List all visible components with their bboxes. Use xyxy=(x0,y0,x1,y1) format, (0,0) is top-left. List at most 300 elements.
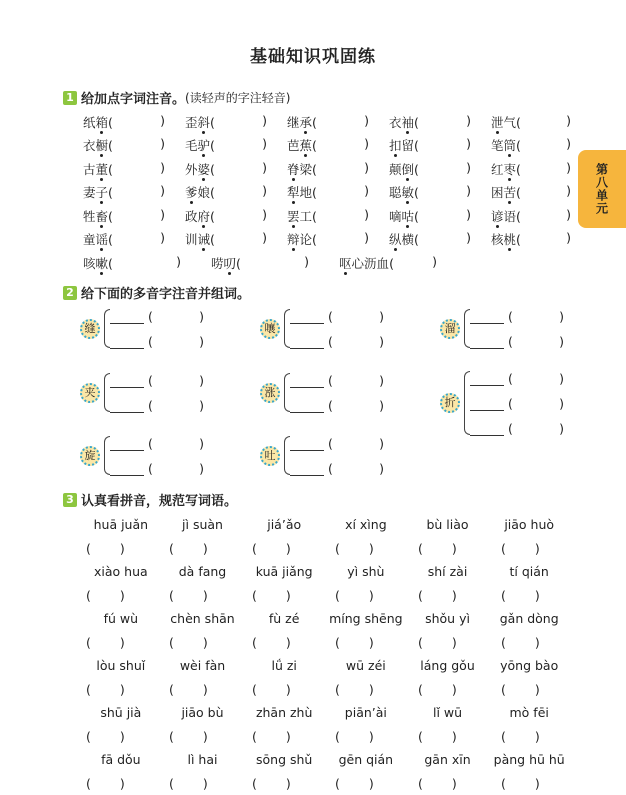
brace xyxy=(284,309,290,348)
answer-blank[interactable] xyxy=(163,776,246,791)
answer-blank[interactable] xyxy=(80,541,163,556)
polyphone-char: 溜 xyxy=(440,319,460,339)
pinyin-prompt: wèi fàn xyxy=(179,658,226,673)
word-blank[interactable] xyxy=(110,475,144,476)
answer-paren[interactable]: ) xyxy=(368,587,374,603)
answer-paren[interactable]: ( xyxy=(418,728,423,744)
answer-blank[interactable] xyxy=(163,729,246,744)
answer-paren[interactable]: ( xyxy=(418,775,423,791)
answer-paren[interactable]: ) xyxy=(432,253,437,269)
pinyin-prompt: wū zéi xyxy=(345,658,386,673)
answer-paren[interactable]: ( xyxy=(335,728,340,744)
answer-blank[interactable] xyxy=(412,682,495,697)
answer-paren[interactable]: ( xyxy=(86,540,91,556)
answer-paren[interactable]: ) xyxy=(119,775,125,791)
answer-blank[interactable] xyxy=(80,729,163,744)
answer-paren[interactable]: ) xyxy=(466,112,471,128)
answer-paren[interactable]: ) xyxy=(451,681,457,697)
pinyin-prompt: kuā jiǎng xyxy=(255,564,313,579)
answer-paren[interactable]: ( xyxy=(210,208,215,224)
pinyin-prompt: chèn shān xyxy=(170,611,235,626)
pinyin-prompt: jì suàn xyxy=(182,517,223,532)
pinyin-blank[interactable] xyxy=(328,398,384,413)
pinyin-blank[interactable] xyxy=(328,436,384,451)
answer-paren[interactable]: ( xyxy=(252,681,257,697)
word-blank[interactable] xyxy=(110,348,144,349)
answer-paren[interactable]: ) xyxy=(368,775,374,791)
answer-paren[interactable]: ( xyxy=(414,114,419,130)
polyphone-char: 旋 xyxy=(80,446,100,466)
answer-paren[interactable]: ) xyxy=(534,681,540,697)
answer-blank[interactable] xyxy=(495,729,578,744)
answer-paren[interactable]: ) xyxy=(559,371,564,386)
answer-blank[interactable] xyxy=(329,588,412,603)
answer-paren[interactable]: ) xyxy=(451,728,457,744)
answer-paren[interactable]: ( xyxy=(501,775,506,791)
answer-paren[interactable]: ) xyxy=(566,206,571,222)
answer-paren[interactable]: ) xyxy=(466,159,471,175)
answer-blank[interactable] xyxy=(80,635,163,650)
answer-paren[interactable]: ) xyxy=(466,183,471,199)
answer-paren[interactable]: ( xyxy=(328,309,333,324)
answer-paren[interactable]: ( xyxy=(501,634,506,650)
answer-paren[interactable]: ) xyxy=(534,634,540,650)
pinyin-blank[interactable] xyxy=(328,461,384,476)
answer-paren[interactable]: ( xyxy=(169,728,174,744)
answer-paren[interactable]: ) xyxy=(368,634,374,650)
answer-paren[interactable]: ) xyxy=(160,159,165,175)
answer-blank[interactable] xyxy=(163,588,246,603)
answer-paren[interactable]: ( xyxy=(414,232,419,248)
answer-paren[interactable]: ) xyxy=(160,206,165,222)
pinyin-prompt: jiāo huò xyxy=(504,517,555,532)
answer-paren[interactable]: ) xyxy=(160,136,165,152)
pinyin-blank[interactable] xyxy=(508,371,564,386)
pinyin-item xyxy=(389,113,491,131)
answer-paren[interactable]: ) xyxy=(379,461,384,476)
dotted-word: 爹娘 xyxy=(185,185,211,201)
answer-paren[interactable]: ( xyxy=(148,398,153,413)
answer-paren[interactable]: ) xyxy=(451,775,457,791)
word-blank[interactable] xyxy=(110,323,144,324)
answer-paren[interactable]: ) xyxy=(119,634,125,650)
answer-blank[interactable] xyxy=(246,729,329,744)
section3-heading: 3 认真看拼音，规范写词语。 xyxy=(63,490,237,509)
answer-paren[interactable]: ( xyxy=(418,540,423,556)
answer-paren[interactable]: ( xyxy=(389,255,394,271)
brace xyxy=(284,373,290,412)
polyphone-char: 涨 xyxy=(260,383,280,403)
answer-paren[interactable]: ) xyxy=(176,253,181,269)
answer-paren[interactable]: ( xyxy=(210,138,215,154)
answer-paren[interactable]: ( xyxy=(414,161,419,177)
answer-paren[interactable]: ) xyxy=(451,634,457,650)
answer-blank[interactable] xyxy=(495,635,578,650)
pinyin-blank[interactable] xyxy=(148,334,204,349)
pinyin-item xyxy=(287,136,389,154)
answer-paren[interactable]: ( xyxy=(148,461,153,476)
answer-paren[interactable]: ( xyxy=(414,208,419,224)
pinyin-blank[interactable] xyxy=(148,398,204,413)
answer-paren[interactable]: ) xyxy=(119,728,125,744)
section1-heading: 1 给加点字词注音。 (读轻声的字注轻音) xyxy=(63,88,290,107)
page-title: 基础知识巩固练 xyxy=(250,47,376,67)
answer-paren[interactable]: ( xyxy=(86,775,91,791)
answer-paren[interactable]: ) xyxy=(199,398,204,413)
answer-paren[interactable]: ( xyxy=(252,775,257,791)
word-blank[interactable] xyxy=(290,412,324,413)
answer-paren[interactable]: ) xyxy=(566,112,571,128)
answer-blank[interactable] xyxy=(329,635,412,650)
answer-paren[interactable]: ( xyxy=(501,587,506,603)
dotted-word: 困苦 xyxy=(491,185,517,201)
answer-paren[interactable]: ( xyxy=(328,461,333,476)
answer-paren[interactable]: ) xyxy=(566,183,571,199)
brace xyxy=(104,373,110,412)
pinyin-prompt: láng gǒu xyxy=(420,658,475,673)
dotted-word: 扣留 xyxy=(389,138,415,154)
pinyin-item xyxy=(339,254,467,272)
dotted-word: 外婆 xyxy=(185,161,211,177)
answer-paren[interactable]: ) xyxy=(379,436,384,451)
answer-paren[interactable]: ) xyxy=(364,159,369,175)
answer-paren[interactable]: ) xyxy=(451,587,457,603)
answer-paren[interactable]: ) xyxy=(119,540,125,556)
pinyin-item xyxy=(83,207,185,225)
answer-paren[interactable]: ) xyxy=(566,159,571,175)
pinyin-prompt: lǘ zi xyxy=(271,658,297,673)
answer-blank[interactable] xyxy=(412,776,495,791)
answer-paren[interactable]: ) xyxy=(202,587,208,603)
pinyin-item xyxy=(211,254,339,272)
answer-blank[interactable] xyxy=(246,776,329,791)
pinyin-blank[interactable] xyxy=(508,396,564,411)
answer-paren[interactable]: ) xyxy=(199,309,204,324)
dotted-word: 牲畜 xyxy=(83,208,109,224)
pinyin-prompt: shǒu yì xyxy=(425,611,470,626)
answer-paren[interactable]: ( xyxy=(108,161,113,177)
answer-blank[interactable] xyxy=(495,541,578,556)
answer-paren[interactable]: ( xyxy=(148,309,153,324)
answer-blank[interactable] xyxy=(246,682,329,697)
answer-paren[interactable]: ) xyxy=(364,136,369,152)
polyphone-char: 吐 xyxy=(260,446,280,466)
answer-paren[interactable]: ( xyxy=(335,634,340,650)
answer-paren[interactable]: ( xyxy=(210,185,215,201)
pinyin-item xyxy=(389,183,491,201)
pinyin-blank[interactable] xyxy=(148,309,204,324)
word-blank[interactable] xyxy=(110,412,144,413)
answer-paren[interactable]: ) xyxy=(566,136,571,152)
pinyin-blank[interactable] xyxy=(508,334,564,349)
answer-paren[interactable]: ( xyxy=(418,681,423,697)
answer-blank[interactable] xyxy=(495,776,578,791)
pinyin-item xyxy=(491,183,571,201)
answer-paren[interactable]: ( xyxy=(312,161,317,177)
answer-paren[interactable]: ( xyxy=(312,185,317,201)
answer-paren[interactable]: ) xyxy=(368,681,374,697)
answer-paren[interactable]: ) xyxy=(199,461,204,476)
pinyin-blank[interactable] xyxy=(328,309,384,324)
dotted-word: 笔筒 xyxy=(491,138,517,154)
answer-blank[interactable] xyxy=(246,541,329,556)
answer-paren[interactable]: ( xyxy=(508,421,513,436)
answer-blank[interactable] xyxy=(412,635,495,650)
answer-paren[interactable]: ) xyxy=(379,373,384,388)
answer-blank[interactable] xyxy=(163,682,246,697)
answer-paren[interactable]: ( xyxy=(210,161,215,177)
answer-paren[interactable]: ) xyxy=(534,775,540,791)
answer-blank[interactable] xyxy=(246,635,329,650)
pinyin-blank[interactable] xyxy=(508,309,564,324)
dotted-word: 政府 xyxy=(185,208,211,224)
dotted-word: 颠倒 xyxy=(389,161,415,177)
pinyin-prompt: yōng bào xyxy=(500,658,559,673)
answer-paren[interactable]: ) xyxy=(566,230,571,246)
word-blank[interactable] xyxy=(110,450,144,451)
answer-paren[interactable]: ( xyxy=(508,371,513,386)
answer-paren[interactable]: ) xyxy=(262,159,267,175)
answer-blank[interactable] xyxy=(329,541,412,556)
answer-paren[interactable]: ) xyxy=(466,206,471,222)
answer-paren[interactable]: ) xyxy=(534,728,540,744)
answer-paren[interactable]: ( xyxy=(236,255,241,271)
answer-blank[interactable] xyxy=(412,541,495,556)
answer-paren[interactable]: ( xyxy=(335,540,340,556)
answer-paren[interactable]: ) xyxy=(559,421,564,436)
word-blank[interactable] xyxy=(290,348,324,349)
answer-paren[interactable]: ) xyxy=(199,373,204,388)
answer-blank[interactable] xyxy=(412,588,495,603)
answer-blank[interactable] xyxy=(163,541,246,556)
answer-paren[interactable]: ) xyxy=(304,253,309,269)
answer-paren[interactable]: ( xyxy=(108,185,113,201)
answer-blank[interactable] xyxy=(329,682,412,697)
answer-paren[interactable]: ( xyxy=(312,232,317,248)
answer-blank[interactable] xyxy=(412,729,495,744)
pinyin-prompt: xí xìng xyxy=(345,517,387,532)
answer-paren[interactable]: ) xyxy=(202,775,208,791)
word-blank[interactable] xyxy=(470,323,504,324)
answer-paren[interactable]: ) xyxy=(466,136,471,152)
answer-paren[interactable]: ) xyxy=(285,587,291,603)
answer-paren[interactable]: ( xyxy=(148,436,153,451)
answer-paren[interactable]: ( xyxy=(328,398,333,413)
answer-paren[interactable]: ( xyxy=(86,728,91,744)
answer-paren[interactable]: ( xyxy=(516,161,521,177)
answer-paren[interactable]: ) xyxy=(202,540,208,556)
answer-paren[interactable]: ( xyxy=(108,232,113,248)
pinyin-blank[interactable] xyxy=(148,373,204,388)
answer-paren[interactable]: ) xyxy=(262,206,267,222)
answer-paren[interactable]: ( xyxy=(516,138,521,154)
answer-paren[interactable]: ( xyxy=(169,634,174,650)
answer-paren[interactable]: ( xyxy=(328,373,333,388)
answer-paren[interactable]: ) xyxy=(368,540,374,556)
answer-paren[interactable]: ( xyxy=(169,540,174,556)
answer-blank[interactable] xyxy=(495,682,578,697)
answer-paren[interactable]: ( xyxy=(108,208,113,224)
answer-paren[interactable]: ( xyxy=(418,587,423,603)
answer-paren[interactable]: ( xyxy=(312,114,317,130)
dotted-word: 咳嗽 xyxy=(83,255,109,271)
answer-paren[interactable]: ( xyxy=(312,138,317,154)
answer-paren[interactable]: ( xyxy=(108,114,113,130)
answer-paren[interactable]: ) xyxy=(559,396,564,411)
answer-paren[interactable]: ( xyxy=(328,436,333,451)
answer-paren[interactable]: ) xyxy=(364,206,369,222)
answer-paren[interactable]: ) xyxy=(199,436,204,451)
answer-paren[interactable]: ) xyxy=(379,398,384,413)
answer-paren[interactable]: ( xyxy=(210,114,215,130)
answer-paren[interactable]: ) xyxy=(379,334,384,349)
answer-paren[interactable]: ( xyxy=(508,396,513,411)
answer-paren[interactable]: ) xyxy=(119,681,125,697)
word-blank[interactable] xyxy=(290,475,324,476)
pinyin-blank[interactable] xyxy=(148,436,204,451)
answer-paren[interactable]: ( xyxy=(252,540,257,556)
answer-paren[interactable]: ( xyxy=(210,232,215,248)
pinyin-prompt: tí qián xyxy=(509,564,549,579)
answer-paren[interactable]: ( xyxy=(501,681,506,697)
pinyin-item xyxy=(389,160,491,178)
polyphone-char: 折 xyxy=(440,393,460,413)
pinyin-item xyxy=(83,160,185,178)
answer-paren[interactable]: ) xyxy=(364,183,369,199)
word-blank[interactable] xyxy=(290,450,324,451)
answer-paren[interactable]: ( xyxy=(108,255,113,271)
answer-paren[interactable]: ( xyxy=(516,114,521,130)
word-blank[interactable] xyxy=(290,387,324,388)
pinyin-item xyxy=(185,136,287,154)
dotted-word: 衣橱 xyxy=(83,138,109,154)
answer-paren[interactable]: ( xyxy=(169,587,174,603)
answer-paren[interactable]: ( xyxy=(169,681,174,697)
answer-paren[interactable]: ) xyxy=(559,309,564,324)
answer-paren[interactable]: ( xyxy=(516,208,521,224)
answer-paren[interactable]: ( xyxy=(148,373,153,388)
answer-paren[interactable]: ( xyxy=(86,681,91,697)
answer-paren[interactable]: ( xyxy=(516,185,521,201)
answer-paren[interactable]: ) xyxy=(379,309,384,324)
pinyin-blank[interactable] xyxy=(148,461,204,476)
answer-paren[interactable]: ( xyxy=(252,587,257,603)
pinyin-blank[interactable] xyxy=(328,334,384,349)
answer-paren[interactable]: ( xyxy=(108,138,113,154)
answer-paren[interactable]: ( xyxy=(335,681,340,697)
answer-paren[interactable]: ( xyxy=(335,775,340,791)
pinyin-blank[interactable] xyxy=(508,421,564,436)
answer-paren[interactable]: ) xyxy=(262,112,267,128)
answer-paren[interactable]: ) xyxy=(160,112,165,128)
answer-paren[interactable]: ) xyxy=(534,587,540,603)
answer-blank[interactable] xyxy=(329,729,412,744)
pinyin-prompt: dà fang xyxy=(178,564,227,579)
pinyin-prompt: lì hai xyxy=(187,752,218,767)
dotted-word: 泄气 xyxy=(491,114,517,130)
answer-paren[interactable]: ( xyxy=(501,728,506,744)
answer-blank[interactable] xyxy=(329,776,412,791)
answer-paren[interactable]: ) xyxy=(119,587,125,603)
answer-paren[interactable]: ( xyxy=(169,775,174,791)
answer-paren[interactable]: ) xyxy=(364,112,369,128)
pinyin-item xyxy=(185,113,287,131)
answer-paren[interactable]: ( xyxy=(414,185,419,201)
word-blank[interactable] xyxy=(470,435,504,436)
answer-paren[interactable]: ) xyxy=(285,728,291,744)
answer-paren[interactable]: ( xyxy=(148,334,153,349)
answer-blank[interactable] xyxy=(80,682,163,697)
word-blank[interactable] xyxy=(110,387,144,388)
word-blank[interactable] xyxy=(470,385,504,386)
answer-paren[interactable]: ) xyxy=(262,230,267,246)
answer-paren[interactable]: ) xyxy=(262,183,267,199)
answer-paren[interactable]: ( xyxy=(252,634,257,650)
pinyin-blank[interactable] xyxy=(328,373,384,388)
answer-paren[interactable]: ) xyxy=(559,334,564,349)
answer-paren[interactable]: ( xyxy=(418,634,423,650)
answer-paren[interactable]: ) xyxy=(466,230,471,246)
answer-blank[interactable] xyxy=(163,635,246,650)
answer-paren[interactable]: ( xyxy=(328,334,333,349)
answer-paren[interactable]: ( xyxy=(516,232,521,248)
answer-paren[interactable]: ) xyxy=(202,634,208,650)
word-blank[interactable] xyxy=(470,410,504,411)
answer-paren[interactable]: ) xyxy=(364,230,369,246)
answer-paren[interactable]: ) xyxy=(262,136,267,152)
answer-paren[interactable]: ( xyxy=(86,634,91,650)
answer-paren[interactable]: ) xyxy=(202,728,208,744)
pinyin-prompt: lòu shuǐ xyxy=(96,658,146,673)
answer-paren[interactable]: ) xyxy=(160,230,165,246)
answer-blank[interactable] xyxy=(80,588,163,603)
answer-paren[interactable]: ( xyxy=(508,334,513,349)
pinyin-item xyxy=(287,183,389,201)
dotted-word: 古董 xyxy=(83,161,109,177)
answer-paren[interactable]: ) xyxy=(451,540,457,556)
answer-paren[interactable]: ) xyxy=(285,775,291,791)
dotted-word: 犁地 xyxy=(287,185,313,201)
word-blank[interactable] xyxy=(290,323,324,324)
answer-paren[interactable]: ) xyxy=(368,728,374,744)
answer-blank[interactable] xyxy=(246,588,329,603)
answer-paren[interactable]: ( xyxy=(86,587,91,603)
pinyin-prompt: jiāo bù xyxy=(181,705,224,720)
pinyin-item xyxy=(389,136,491,154)
answer-paren[interactable]: ( xyxy=(508,309,513,324)
answer-paren[interactable]: ( xyxy=(414,138,419,154)
pinyin-item xyxy=(185,207,287,225)
answer-paren[interactable]: ) xyxy=(285,540,291,556)
pinyin-prompt: zhān zhù xyxy=(255,705,313,720)
word-blank[interactable] xyxy=(470,348,504,349)
answer-paren[interactable]: ( xyxy=(335,587,340,603)
pinyin-prompt: lǐ wū xyxy=(432,705,463,720)
answer-paren[interactable]: ( xyxy=(501,540,506,556)
pinyin-prompt: gēn qián xyxy=(338,752,394,767)
answer-blank[interactable] xyxy=(495,588,578,603)
answer-paren[interactable]: ( xyxy=(252,728,257,744)
answer-paren[interactable]: ) xyxy=(160,183,165,199)
answer-paren[interactable]: ) xyxy=(285,634,291,650)
answer-paren[interactable]: ) xyxy=(199,334,204,349)
answer-paren[interactable]: ( xyxy=(312,208,317,224)
answer-paren[interactable]: ) xyxy=(285,681,291,697)
answer-paren[interactable]: ) xyxy=(202,681,208,697)
answer-blank[interactable] xyxy=(80,776,163,791)
pinyin-item xyxy=(185,160,287,178)
answer-paren[interactable]: ) xyxy=(534,540,540,556)
